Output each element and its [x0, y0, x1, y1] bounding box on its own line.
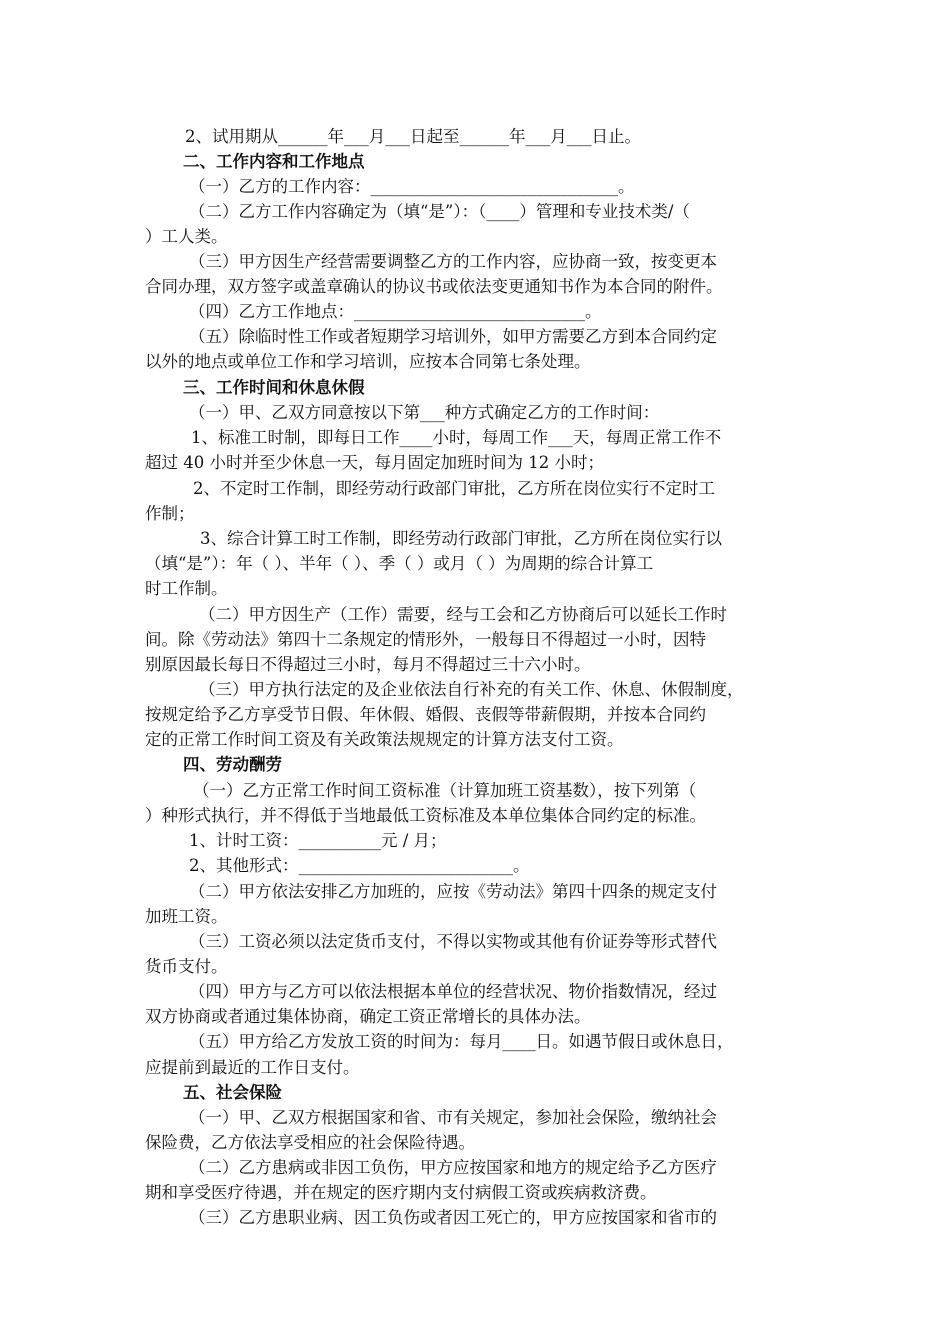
text-line: 时工作制。	[145, 579, 228, 598]
text-line: （二）甲方依法安排乙方加班的，应按《劳动法》第四十四条的规定支付	[189, 882, 717, 901]
text-line: 作制；	[145, 504, 195, 523]
text-line: 定的正常工作时间工资及有关政策法规规定的计算方法支付工资。	[145, 730, 624, 749]
probation-clause: 2、试用期从______年___月___日起至______年___月___日止。	[185, 127, 641, 146]
text-line: 双方协商或者通过集体协商，确定工资正常增长的具体办法。	[145, 1007, 591, 1026]
text-line: 别原因最长每日不得超过三小时，每月不得超过三十六小时。	[145, 655, 591, 674]
text-line: （二）乙方患病或非因工负伤，甲方应按国家和地方的规定给予乙方医疗	[189, 1158, 717, 1177]
section-heading-2: 二、工作内容和工作地点	[183, 152, 365, 171]
text-line: （一）甲、乙双方根据国家和省、市有关规定，参加社会保险，缴纳社会	[189, 1108, 717, 1127]
section-heading-4: 四、劳动酬劳	[183, 755, 282, 774]
text-line: 2、其他形式：__________________________。	[189, 856, 530, 875]
text-line: （填“是”）：年（ ）、半年（ ）、季（ ）或月（ ）为周期的综合计算工	[145, 554, 654, 573]
text-line: （一）乙方的工作内容：______________________________。	[189, 177, 635, 196]
text-line: （一）甲、乙双方同意按以下第___种方式确定乙方的工作时间：	[189, 403, 660, 422]
text-line: 按规定给予乙方享受节日假、年休假、婚假、丧假等带薪假期，并按本合同约	[145, 705, 706, 724]
text-line: （三）工资必须以法定货币支付，不得以实物或其他有价证券等形式替代	[189, 932, 717, 951]
text-line: 货币支付。	[145, 957, 228, 976]
text-line: 期和享受医疗待遇，并在规定的医疗期内支付病假工资或疾病救济费。	[145, 1183, 657, 1202]
text-line: 3、综合计算工时工作制，即经劳动行政部门审批，乙方所在岗位实行以	[200, 529, 722, 548]
text-line: 以外的地点或单位工作和学习培训，应按本合同第七条处理。	[145, 352, 591, 371]
text-line: （四）甲方与乙方可以依法根据本单位的经营状况、物价指数情况，经过	[189, 982, 717, 1001]
text-line: 间。除《劳动法》第四十二条规定的情形外，一般每日不得超过一小时，因特	[145, 630, 706, 649]
text-line: （二）甲方因生产（工作）需要，经与工会和乙方协商后可以延长工作时	[199, 605, 727, 624]
text-line: （三）甲方执行法定的及企业依法自行补充的有关工作、休息、休假制度，	[199, 680, 744, 699]
text-line: 2、不定时工作制，即经劳动行政部门审批，乙方所在岗位实行不定时工	[193, 479, 715, 498]
text-line: 应提前到最近的工作日支付。	[145, 1058, 360, 1077]
text-line: 保险费，乙方依法享受相应的社会保险待遇。	[145, 1133, 475, 1152]
text-line: （四）乙方工作地点：____________________________。	[189, 302, 602, 321]
text-line: （一）乙方正常工作时间工资标准（计算加班工资基数），按下列第（	[193, 781, 697, 800]
text-line: （三）乙方患职业病、因工负伤或者因工死亡的，甲方应按国家和省市的	[189, 1208, 717, 1227]
text-line: （二）乙方工作内容确定为（填“是”）：（____）管理和专业技术类/（	[189, 202, 690, 221]
text-line: ）工人类。	[145, 227, 228, 246]
text-line: 加班工资。	[145, 907, 228, 926]
text-line: （五）除临时性工作或者短期学习培训外，如甲方需要乙方到本合同约定	[189, 327, 717, 346]
text-line: 1、计时工资：__________元 / 月；	[189, 831, 447, 850]
text-line: ）种形式执行，并不得低于当地最低工资标准及本单位集体合同约定的标准。	[145, 806, 706, 825]
text-line: （五）甲方给乙方发放工资的时间为：每月____日。如遇节假日或休息日，	[189, 1032, 734, 1051]
section-heading-3: 三、工作时间和休息休假	[183, 378, 365, 397]
text-line: 超过 40 小时并至少休息一天，每月固定加班时间为 12 小时；	[145, 453, 604, 472]
text-line: 1、标准工时制，即每日工作____小时，每周工作___天，每周正常工作不	[191, 428, 722, 447]
text-line: 合同办理，双方签字或盖章确认的协议书或依法变更通知书作为本合同的附件。	[145, 277, 723, 296]
section-heading-5: 五、社会保险	[183, 1083, 282, 1102]
text-line: （三）甲方因生产经营需要调整乙方的工作内容，应协商一致，按变更本	[189, 252, 717, 271]
